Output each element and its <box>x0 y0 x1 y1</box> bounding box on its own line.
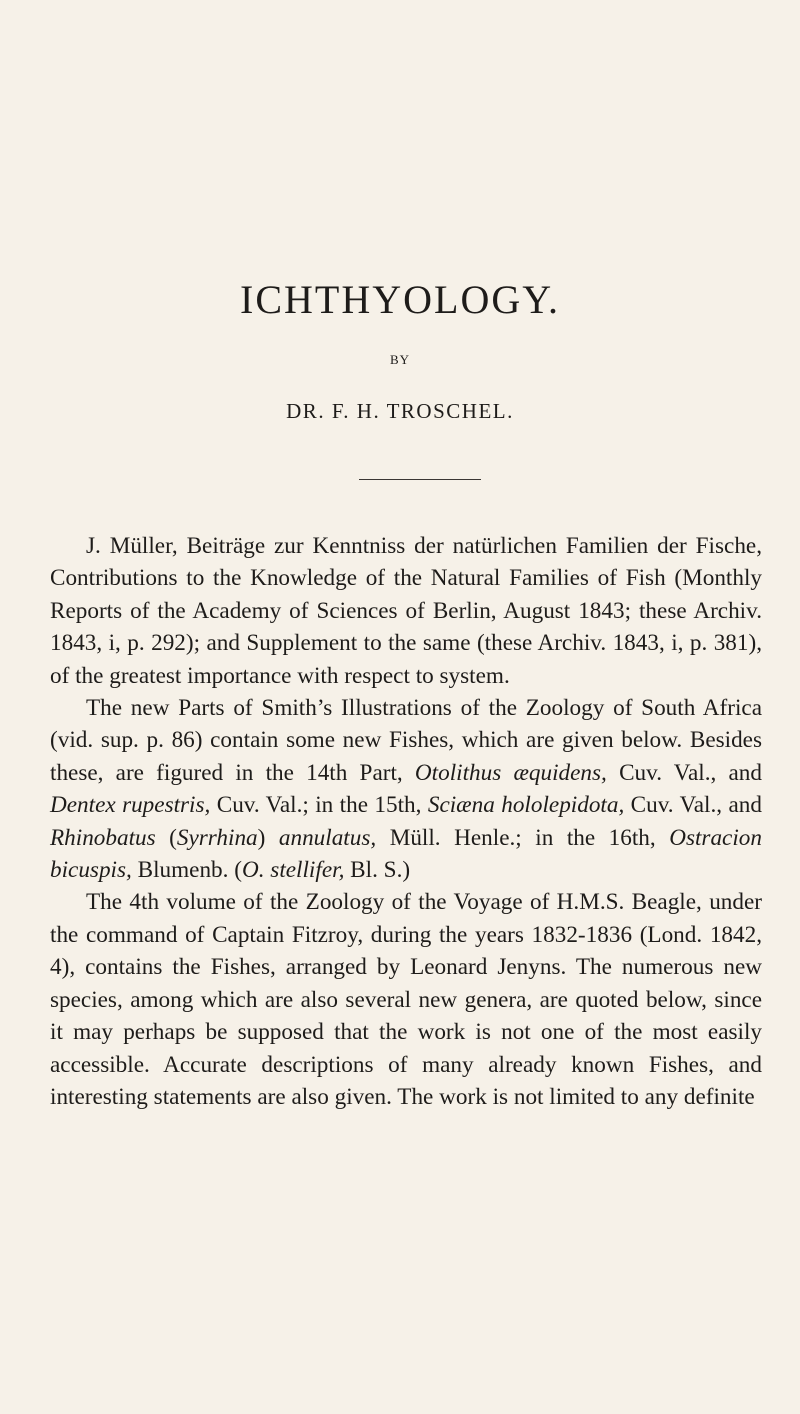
text-run: J. Müller, Beiträge zur Kenntniss der natürlichen Familien der Fische, Contributions to the Knowledge of the Natural Families of Fish (Monthly Reports of the Academy of Sciences of Berlin, August 1843; these Archiv. 1843, i, p. 292); and Supplement to the same (these Archiv. 1843, i, p. 381), of the greatest importance with respect to system. <box>50 533 762 689</box>
paragraph <box>50 886 762 1113</box>
italic-text-run: O. stellifer, <box>241 857 345 884</box>
body-text <box>50 530 762 1113</box>
byline-label: BY <box>389 352 411 367</box>
text-run: The 4th volume of the Zoology of the Voyage of H.M.S. Beagle, under the command of Captain Fitzroy, during the years 1832-1836 (Lond. 1842, 4), contains the Fishes, arranged by Leonard Jenyns. The numerous new species, among which are also several new genera, are quoted below, since it may perhaps be supposed that the work is not one of the most easily accessible. Accurate descriptions of many already known Fishes, and interesting statements are also given. The work is not limited to any definite <box>50 889 762 1110</box>
italic-text-run: Otolithus æquidens, <box>414 759 607 786</box>
paragraph <box>50 530 762 692</box>
italic-text-run: Ostracion bicuspis, <box>50 824 762 884</box>
text-run: The new Parts of Smith’s Illustrations of the Zoology of South Africa (vid. sup. p. 86) contain some new Fishes, which are given below. Besides these, are figured in the 14th Part, <box>50 695 762 786</box>
italic-text-run: annulatus, <box>278 824 377 851</box>
text-run: Bl. S.) <box>344 857 411 884</box>
text-run: Müll. Henle.; in the 16th, <box>376 824 670 851</box>
page-title: ICHTHYOLOGY. <box>240 277 560 322</box>
text-run: Blumenb. ( <box>131 857 242 884</box>
italic-text-run: Sciæna hololepidota, <box>427 792 625 819</box>
text-run: Cuv. Val.; in the 15th, <box>210 792 428 819</box>
text-run: ) <box>257 824 279 851</box>
text-run: Cuv. Val., and <box>624 792 762 819</box>
text-run: ( <box>155 824 177 851</box>
italic-text-run: Rhinobatus <box>50 824 156 851</box>
author-name: DR. F. H. TROSCHEL. <box>286 399 514 423</box>
section-divider <box>359 479 481 480</box>
text-run: Cuv. Val., and <box>606 759 762 786</box>
paragraph <box>50 692 762 886</box>
italic-text-run: Syrrhina <box>176 824 258 851</box>
italic-text-run: Dentex rupestris, <box>50 792 211 819</box>
